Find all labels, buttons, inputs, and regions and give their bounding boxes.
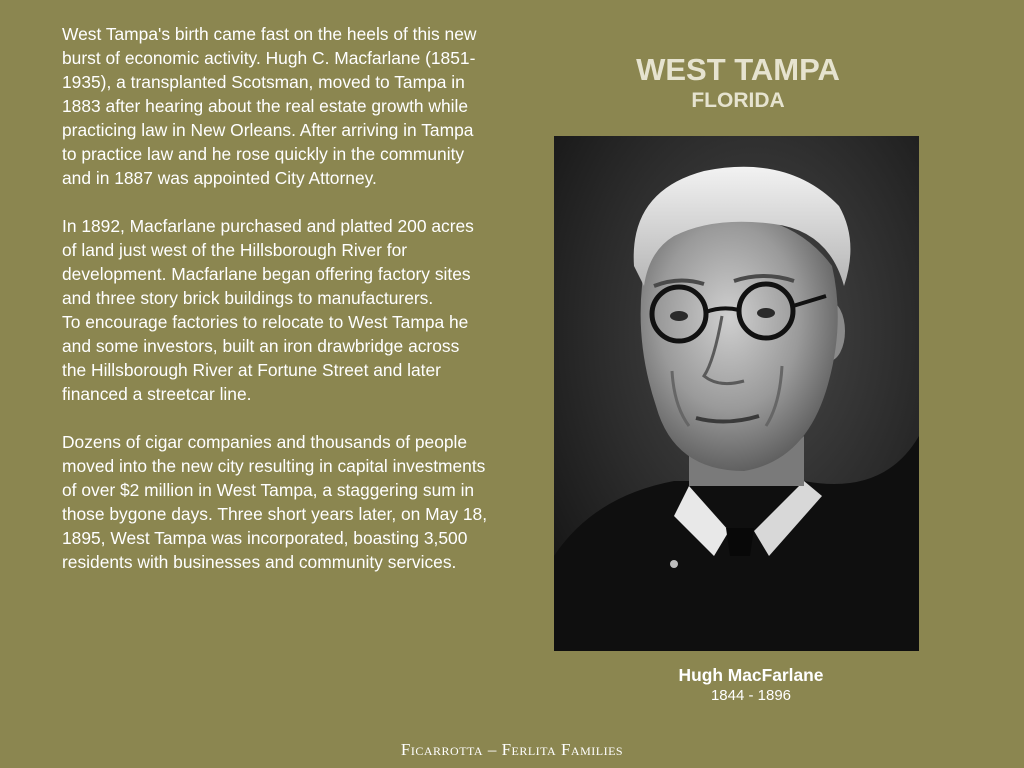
paragraph-drawbridge: To encourage factories to relocate to West Tampa he and some investors, built an iron drawbridge across the Hillsborough River at Fortune Street and later financed a streetcar line. — [62, 312, 469, 404]
paragraph-gap — [62, 190, 488, 214]
slide-title-block — [560, 52, 916, 114]
slide-title: WEST TAMPA — [636, 52, 840, 87]
slide-subtitle: FLORIDA — [691, 89, 785, 112]
slide-footer: Ficarrotta – Ferlita Families — [400, 740, 624, 759]
paragraph-incorporation: Dozens of cigar companies and thousands of people moved into the new city resulting in capital investments of over $2 million in West Tampa, a staggering sum in those bygone days. Three short years later, on May 18, 1895, West Tampa was incorporated, boasting 3,500 residents with businesses and community services. — [62, 432, 488, 572]
caption-name: Hugh MacFarlane — [678, 665, 824, 685]
portrait-image — [554, 136, 919, 651]
caption-dates: 1844 - 1896 — [710, 687, 792, 704]
body-text — [62, 22, 488, 574]
portrait-caption — [600, 664, 902, 706]
paragraph-land-purchase: In 1892, Macfarlane purchased and platted 200 acres of land just west of the Hillsborough River for development. Macfarlane began offering factory sites and three story brick buildings to manufacturers. — [62, 216, 474, 308]
paragraph-macfarlane-arrival: West Tampa's birth came fast on the heels of this new burst of economic activity. Hugh C. Macfarlane (1851-1935), a transplanted Scotsman, moved to Tampa in 1883 after hearing about the real estate growth while practicing law in New Orleans. After arriving in Tampa to practice law and he rose quickly in the community and in 1887 was appointed City Attorney. — [62, 24, 477, 188]
portrait-photo — [554, 136, 919, 651]
paragraph-gap — [62, 406, 488, 430]
